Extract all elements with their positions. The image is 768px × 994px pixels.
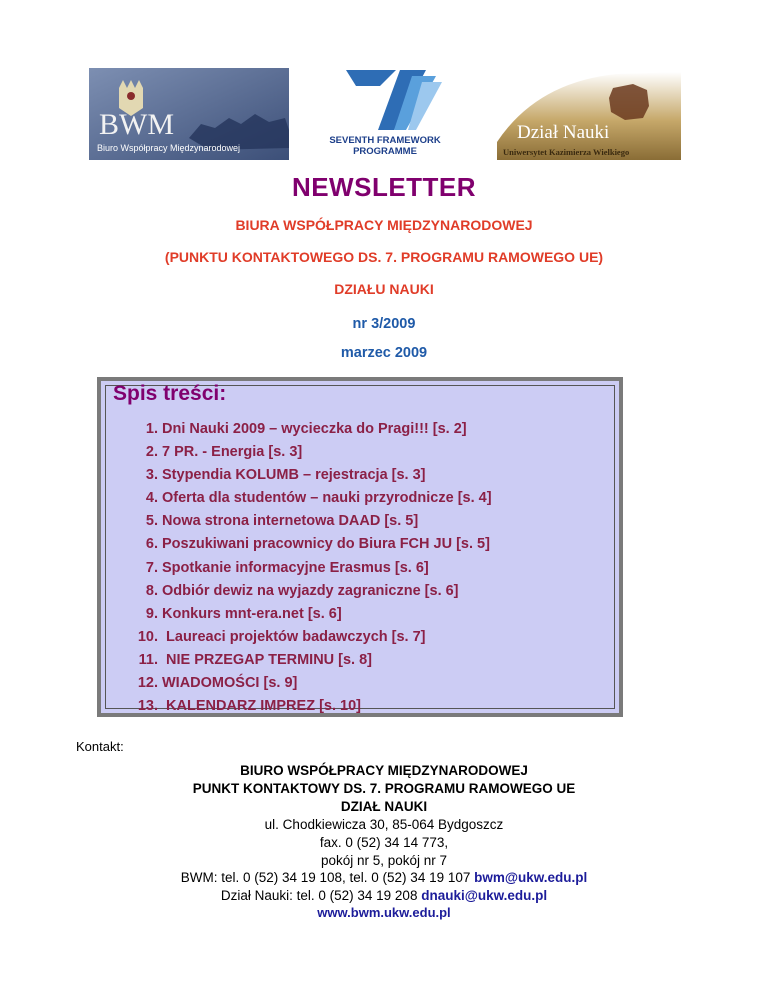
toc-item[interactable]	[109, 533, 492, 556]
toc-item[interactable]	[109, 626, 492, 649]
toc-item-number: 12.	[137, 675, 158, 692]
toc-item-number: 10.	[137, 628, 158, 645]
bwm-email-link[interactable]: bwm@ukw.edu.pl	[474, 870, 588, 885]
contact-address: ul. Chodkiewicza 30, 85-064 Bydgoszcz	[264, 817, 504, 832]
toc-item-text: Dni Nauki 2009 – wycieczka do Pragi!!! [s. 2]	[162, 421, 467, 437]
bwm-logo-text: BWM	[99, 108, 174, 141]
toc-item-number: 4.	[145, 490, 158, 507]
fp7-line1: SEVENTH FRAMEWORK	[329, 135, 441, 146]
toc-item[interactable]	[109, 672, 492, 695]
toc-item[interactable]	[109, 695, 492, 718]
toc-item-number: 13.	[137, 698, 158, 715]
contact-department: DZIAŁ NAUKI	[340, 799, 428, 814]
toc-item[interactable]	[109, 487, 492, 510]
website-link[interactable]: www.bwm.ukw.edu.pl	[317, 905, 451, 920]
toc-item-number: 11.	[138, 651, 158, 668]
dzial-nauki-logo-caption: Uniwersytet Kazimierza Wielkiego	[503, 147, 630, 157]
toc-item-number: 5.	[145, 513, 158, 530]
toc-item-number: 8.	[145, 582, 158, 599]
fp7-logo	[318, 64, 452, 160]
toc-item-number: 3.	[145, 467, 158, 484]
subtitle-department: DZIAŁU NAUKI	[334, 281, 434, 297]
toc-item-number: 6.	[145, 536, 158, 553]
newsletter-title: NEWSLETTER	[291, 172, 477, 202]
toc-item[interactable]	[109, 649, 492, 672]
toc-item[interactable]	[109, 510, 492, 533]
toc-item-number: 9.	[145, 605, 158, 622]
contact-bwm-phone: BWM: tel. 0 (52) 34 19 108, tel. 0 (52) 34 19 107	[180, 870, 475, 885]
toc-item[interactable]	[109, 418, 492, 441]
subtitle-contact-point: (PUNKTU KONTAKTOWEGO DS. 7. PROGRAMU RAMOWEGO UE)	[164, 249, 604, 265]
contact-rooms: pokój nr 5, pokój nr 7	[320, 853, 448, 868]
toc-item-text: Laureaci projektów badawczych [s. 7]	[162, 628, 426, 645]
toc-item-text: Oferta dla studentów – nauki przyrodnicze [s. 4]	[162, 490, 492, 507]
bwm-logo-caption: Biuro Współpracy Międzynarodowej	[97, 143, 241, 153]
toc-item[interactable]	[109, 557, 492, 580]
toc-item-number: 7.	[145, 559, 158, 576]
toc-item-number: 1.	[145, 421, 158, 437]
contact-office: BIURO WSPÓŁPRACY MIĘDZYNARODOWEJ	[240, 763, 528, 778]
toc-item[interactable]	[109, 580, 492, 603]
issue-number: nr 3/2009	[352, 316, 416, 332]
contact-fax: fax. 0 (52) 34 14 773,	[319, 835, 449, 850]
toc-item-text: Nowa strona internetowa DAAD [s. 5]	[162, 513, 419, 530]
contact-bwm-line	[0, 869, 768, 887]
dzial-nauki-logo-text: Dział Nauki	[517, 122, 610, 143]
toc-item-text: 7 PR. - Energia [s. 3]	[162, 444, 303, 461]
toc-item-number: 2.	[145, 444, 158, 461]
toc-item[interactable]	[109, 603, 492, 626]
table-of-contents	[97, 377, 623, 717]
toc-title: Spis treści:	[113, 382, 227, 405]
fp7-line2: PROGRAMME	[353, 146, 417, 157]
contact-point: PUNKT KONTAKTOWY DS. 7. PROGRAMU RAMOWEGO UE	[192, 781, 576, 796]
contact-dn-phone: Dział Nauki: tel. 0 (52) 34 19 208	[220, 888, 422, 903]
toc-item-text: NIE PRZEGAP TERMINU [s. 8]	[162, 651, 373, 668]
toc-item[interactable]	[109, 441, 492, 464]
toc-item-text: Poszukiwani pracownicy do Biura FCH JU [s. 5]	[162, 536, 490, 553]
subtitle-office: BIURA WSPÓŁPRACY MIĘDZYNARODOWEJ	[235, 217, 533, 233]
contact-dn-line	[0, 887, 768, 905]
toc-item-text: WIADOMOŚCI [s. 9]	[162, 675, 298, 692]
toc-item-text: Konkurs mnt-era.net [s. 6]	[162, 605, 342, 622]
logo-strip	[0, 64, 768, 164]
dzial-nauki-logo	[497, 72, 681, 160]
bwm-logo	[89, 68, 289, 160]
toc-item[interactable]	[109, 464, 492, 487]
toc-item-text: KALENDARZ IMPREZ [s. 10]	[162, 698, 361, 715]
issue-date: marzec 2009	[340, 345, 428, 361]
toc-list	[109, 418, 492, 718]
toc-item-text: Spotkanie informacyjne Erasmus [s. 6]	[162, 559, 429, 576]
toc-item-text: Odbiór dewiz na wyjazdy zagraniczne [s. 6]	[162, 582, 459, 599]
dn-email-link[interactable]: dnauki@ukw.edu.pl	[421, 888, 548, 903]
toc-item-text: Stypendia KOLUMB – rejestracja [s. 3]	[162, 467, 426, 484]
contact-label: Kontakt:	[76, 739, 124, 754]
